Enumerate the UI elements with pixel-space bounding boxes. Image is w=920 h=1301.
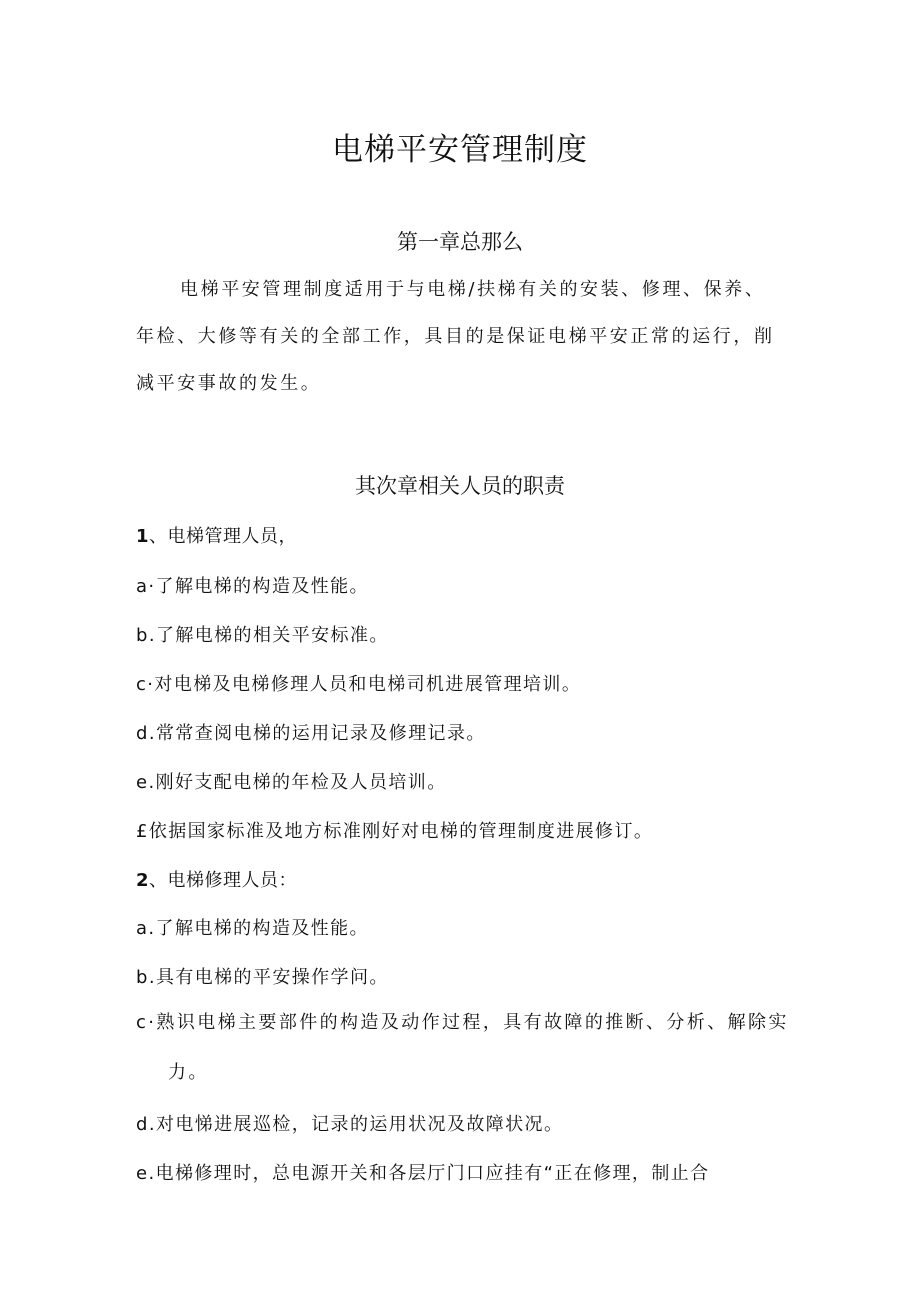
section-2-item-a: a.了解电梯的构造及性能。 [136,918,369,939]
section-2-heading [136,866,297,892]
section-1-number: 1 [136,526,150,547]
chapter-1-paragraph: 电梯平安管理制度适用于与电梯/扶梯有关的安装、修理、保养、年检、大修等有关的全部工作，具目的是保证电梯平安正常的运行，削减平安事故的发生。 [136,279,775,394]
section-1-heading [136,522,297,548]
section-1-item-f: £依据国家标准及地方标准刚好对电梯的管理制度进展修订。 [136,821,654,842]
section-2-number: 2 [136,870,150,891]
section-1-title: 、电梯管理人员， [149,526,298,547]
section-2-item-c [136,998,791,1098]
section-2-item-c-text: c·熟识电梯主要部件的构造及动作过程，具有故障的推断、分析、解除实 [136,1012,789,1033]
section-2-item-e: e.电梯修理时，总电源开关和各层厅门口应挂有“正在修理，制止合 [136,1163,710,1184]
section-1-item-a: a·了解电梯的构造及性能。 [136,576,369,597]
section-2-item-c-continuation: 力。 [168,1062,209,1083]
section-2-item-d: d.对电悌进展巡检，记录的运用状况及故障状况。 [136,1114,564,1135]
section-1-item-b: b.了解电梯的相关平安标准。 [136,625,389,646]
section-1-item-e: e.刚好支配电梯的年检及人员培训。 [136,772,447,793]
chapter-1-heading: 第一章总那么 [397,230,523,254]
section-2-item-b: b.具有电梯的平安操作学问。 [136,967,389,988]
chapter-2-heading: 其次章相关人员的职责 [355,474,565,498]
section-1-item-d: d.常常查阅电梯的运用记录及修理记录。 [136,723,486,744]
document-title: 电梯平安管理制度 [332,132,588,168]
section-2-title: 、电梯修理人员： [149,870,298,891]
section-1-item-c: c·对电梯及电梯修理人员和电梯司机进展管理培训。 [136,674,582,695]
